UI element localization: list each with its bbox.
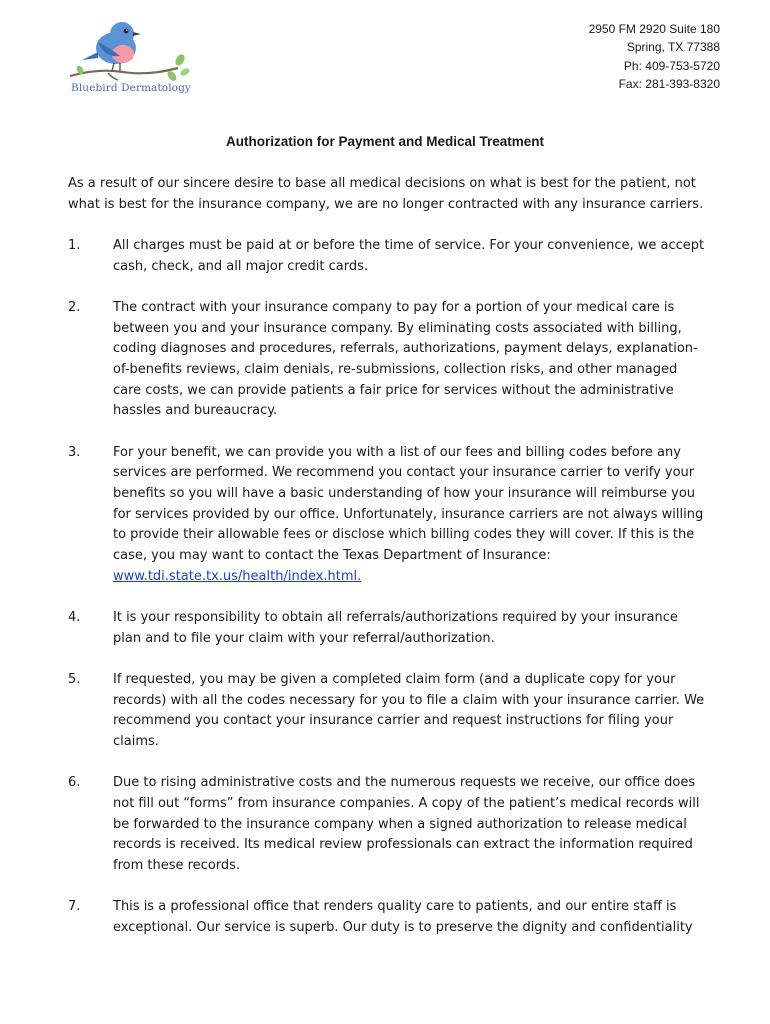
item-number: 5. <box>68 671 81 687</box>
logo-text: Bluebird Dermatology <box>71 82 191 94</box>
list-item <box>68 298 708 422</box>
bluebird-logo <box>68 18 190 102</box>
list-item <box>68 670 708 753</box>
item-text: If requested, you may be given a completed claim form (and a duplicate copy for your records) with all the codes necessary for you to file a claim with your insurance carrier. We recommend you contact your insurance carrier and request instructions for filing your claims. <box>113 671 705 750</box>
list-item <box>68 608 708 649</box>
item-text: This is a professional office that renders quality care to patients, and our entire staff is exceptional. Our service is superb. Our duty is to preserve the dignity and confidentiality <box>113 899 693 935</box>
item-number: 6. <box>68 775 81 791</box>
document-title: Authorization for Payment and Medical Treatment <box>225 134 545 149</box>
item-number: 7. <box>68 899 81 915</box>
item-number: 2. <box>68 299 81 315</box>
item-text: For your benefit, we can provide you with a list of our fees and billing codes before any services are performed. We recommend you contact your insurance carrier to verify your benefits so you will have a basic understanding of how your insurance will reimburse you for services provided by our office. Unfortunately, insurance carriers are not always willing to provide their allowable fees or disclose which billing codes they will cover. If this is the case, you may want to contact the Texas Department of Insurance: <box>113 444 704 564</box>
list-item <box>68 897 708 938</box>
address-line-1: 2950 FM 2920 Suite 180 <box>588 22 720 36</box>
phone-number: Ph: 409-753-5720 <box>623 58 720 73</box>
item-text: It is your responsibility to obtain all referrals/authorizations required by your insurance plan and to file your claim with your referral/authorization. <box>113 610 678 646</box>
address-line-2: Spring, TX 77388 <box>626 40 720 55</box>
tdi-link[interactable]: www.tdi.state.tx.us/health/index.html. <box>113 568 362 584</box>
item-text-wrapper <box>113 443 708 588</box>
list-item <box>68 773 708 877</box>
list-item <box>68 236 708 277</box>
item-text: All charges must be paid at or before the time of service. For your convenience, we accept cash, check, and all major credit cards. <box>113 238 705 274</box>
fax-number: Fax: 281-393-8320 <box>618 76 720 91</box>
list-item <box>68 443 708 588</box>
policy-list <box>68 236 708 959</box>
item-text: The contract with your insurance company to pay for a portion of your medical care is between you and your insurance company. By eliminating costs associated with billing, coding diagnoses and procedures, referrals, authorizations, payment delays, explanation-of-benefits reviews, claim denials, re-submissions, collection risks, and other managed care costs, we can provide patients a fair price for services without the administrative hassles and bureaucracy. <box>113 299 698 419</box>
item-text: Due to rising administrative costs and the numerous requests we receive, our office does not fill out “forms” from insurance companies. A copy of the patient’s medical records will be forwarded to the insurance company when a signed authorization to release medical records is received. Its medical review professionals can extract the information required from these records. <box>113 775 700 874</box>
item-number: 3. <box>68 444 81 460</box>
bluebird-logo-icon <box>68 18 190 88</box>
item-number: 1. <box>68 238 81 253</box>
intro-paragraph: As a result of our sincere desire to base all medical decisions on what is best for the patient, not what is best for the insurance company, we are no longer contracted with any insurance carriers. <box>68 176 704 212</box>
office-address <box>589 20 720 93</box>
item-number: 4. <box>68 610 81 626</box>
